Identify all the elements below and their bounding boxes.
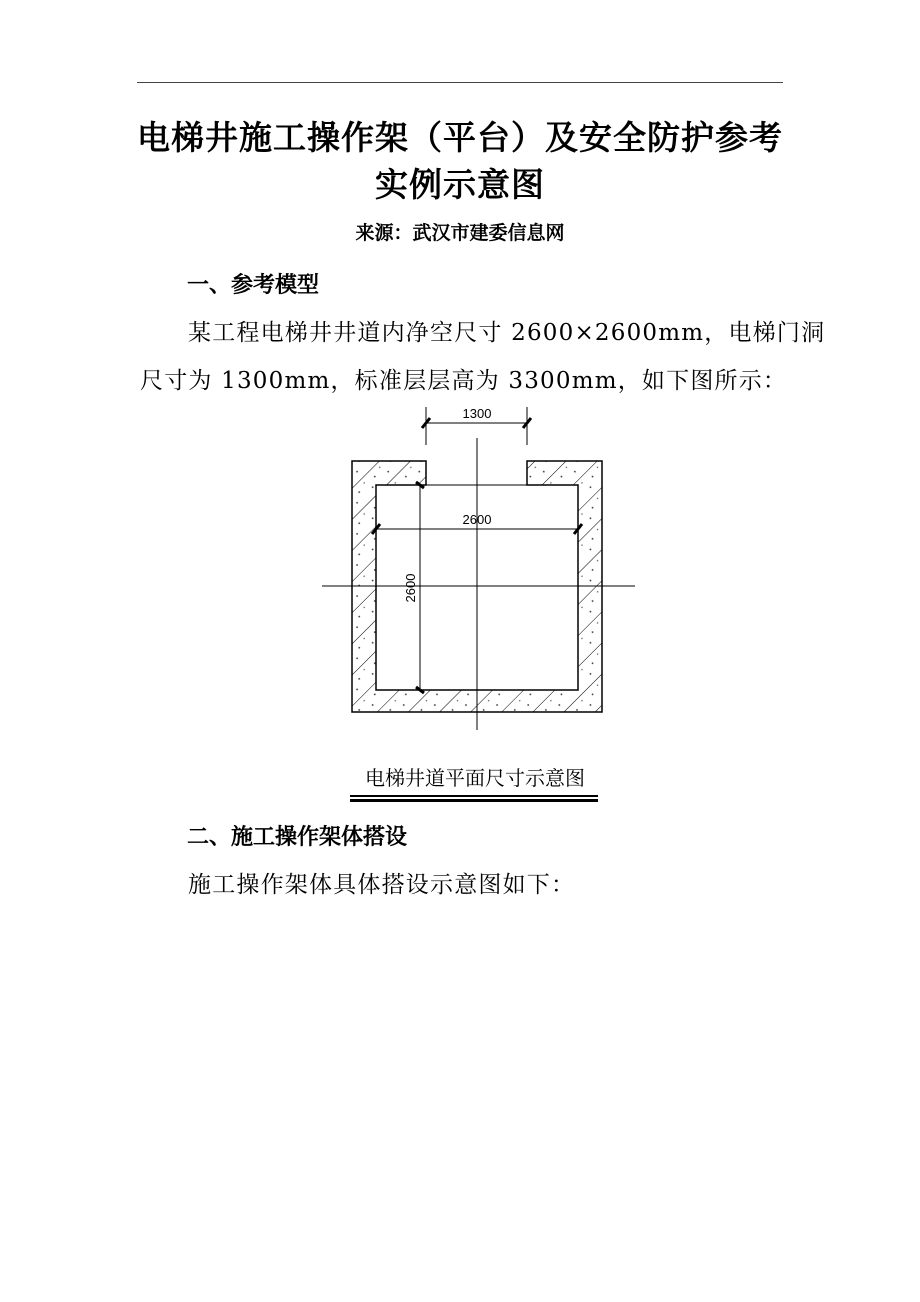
document-title-line-2: 实例示意图 xyxy=(375,165,545,204)
inner-depth-label: 2600 xyxy=(403,573,418,603)
document-title-line-1: 电梯井施工操作架（平台）及安全防护参考 xyxy=(137,118,783,157)
section-2-text: 施工操作架体具体搭设示意图如下： xyxy=(188,872,576,898)
door-width-label: 1300 xyxy=(462,406,492,421)
section-2-heading: 二、施工操作架体搭设 xyxy=(187,824,408,850)
paragraph-line-2: 尺寸为 1300mm，标准层层高为 3300mm，如下图所示： xyxy=(140,368,788,394)
inner-width-label: 2600 xyxy=(462,512,492,527)
source-line: 来源：武汉市建委信息网 xyxy=(355,222,565,244)
diagram-caption: 电梯井道平面尺寸示意图 xyxy=(365,766,585,790)
paragraph-line-1: 某工程电梯井井道内净空尺寸 2600×2600mm，电梯门洞 xyxy=(188,320,826,346)
section-1-heading: 一、参考模型 xyxy=(187,272,320,298)
caption-double-rule xyxy=(350,795,598,802)
